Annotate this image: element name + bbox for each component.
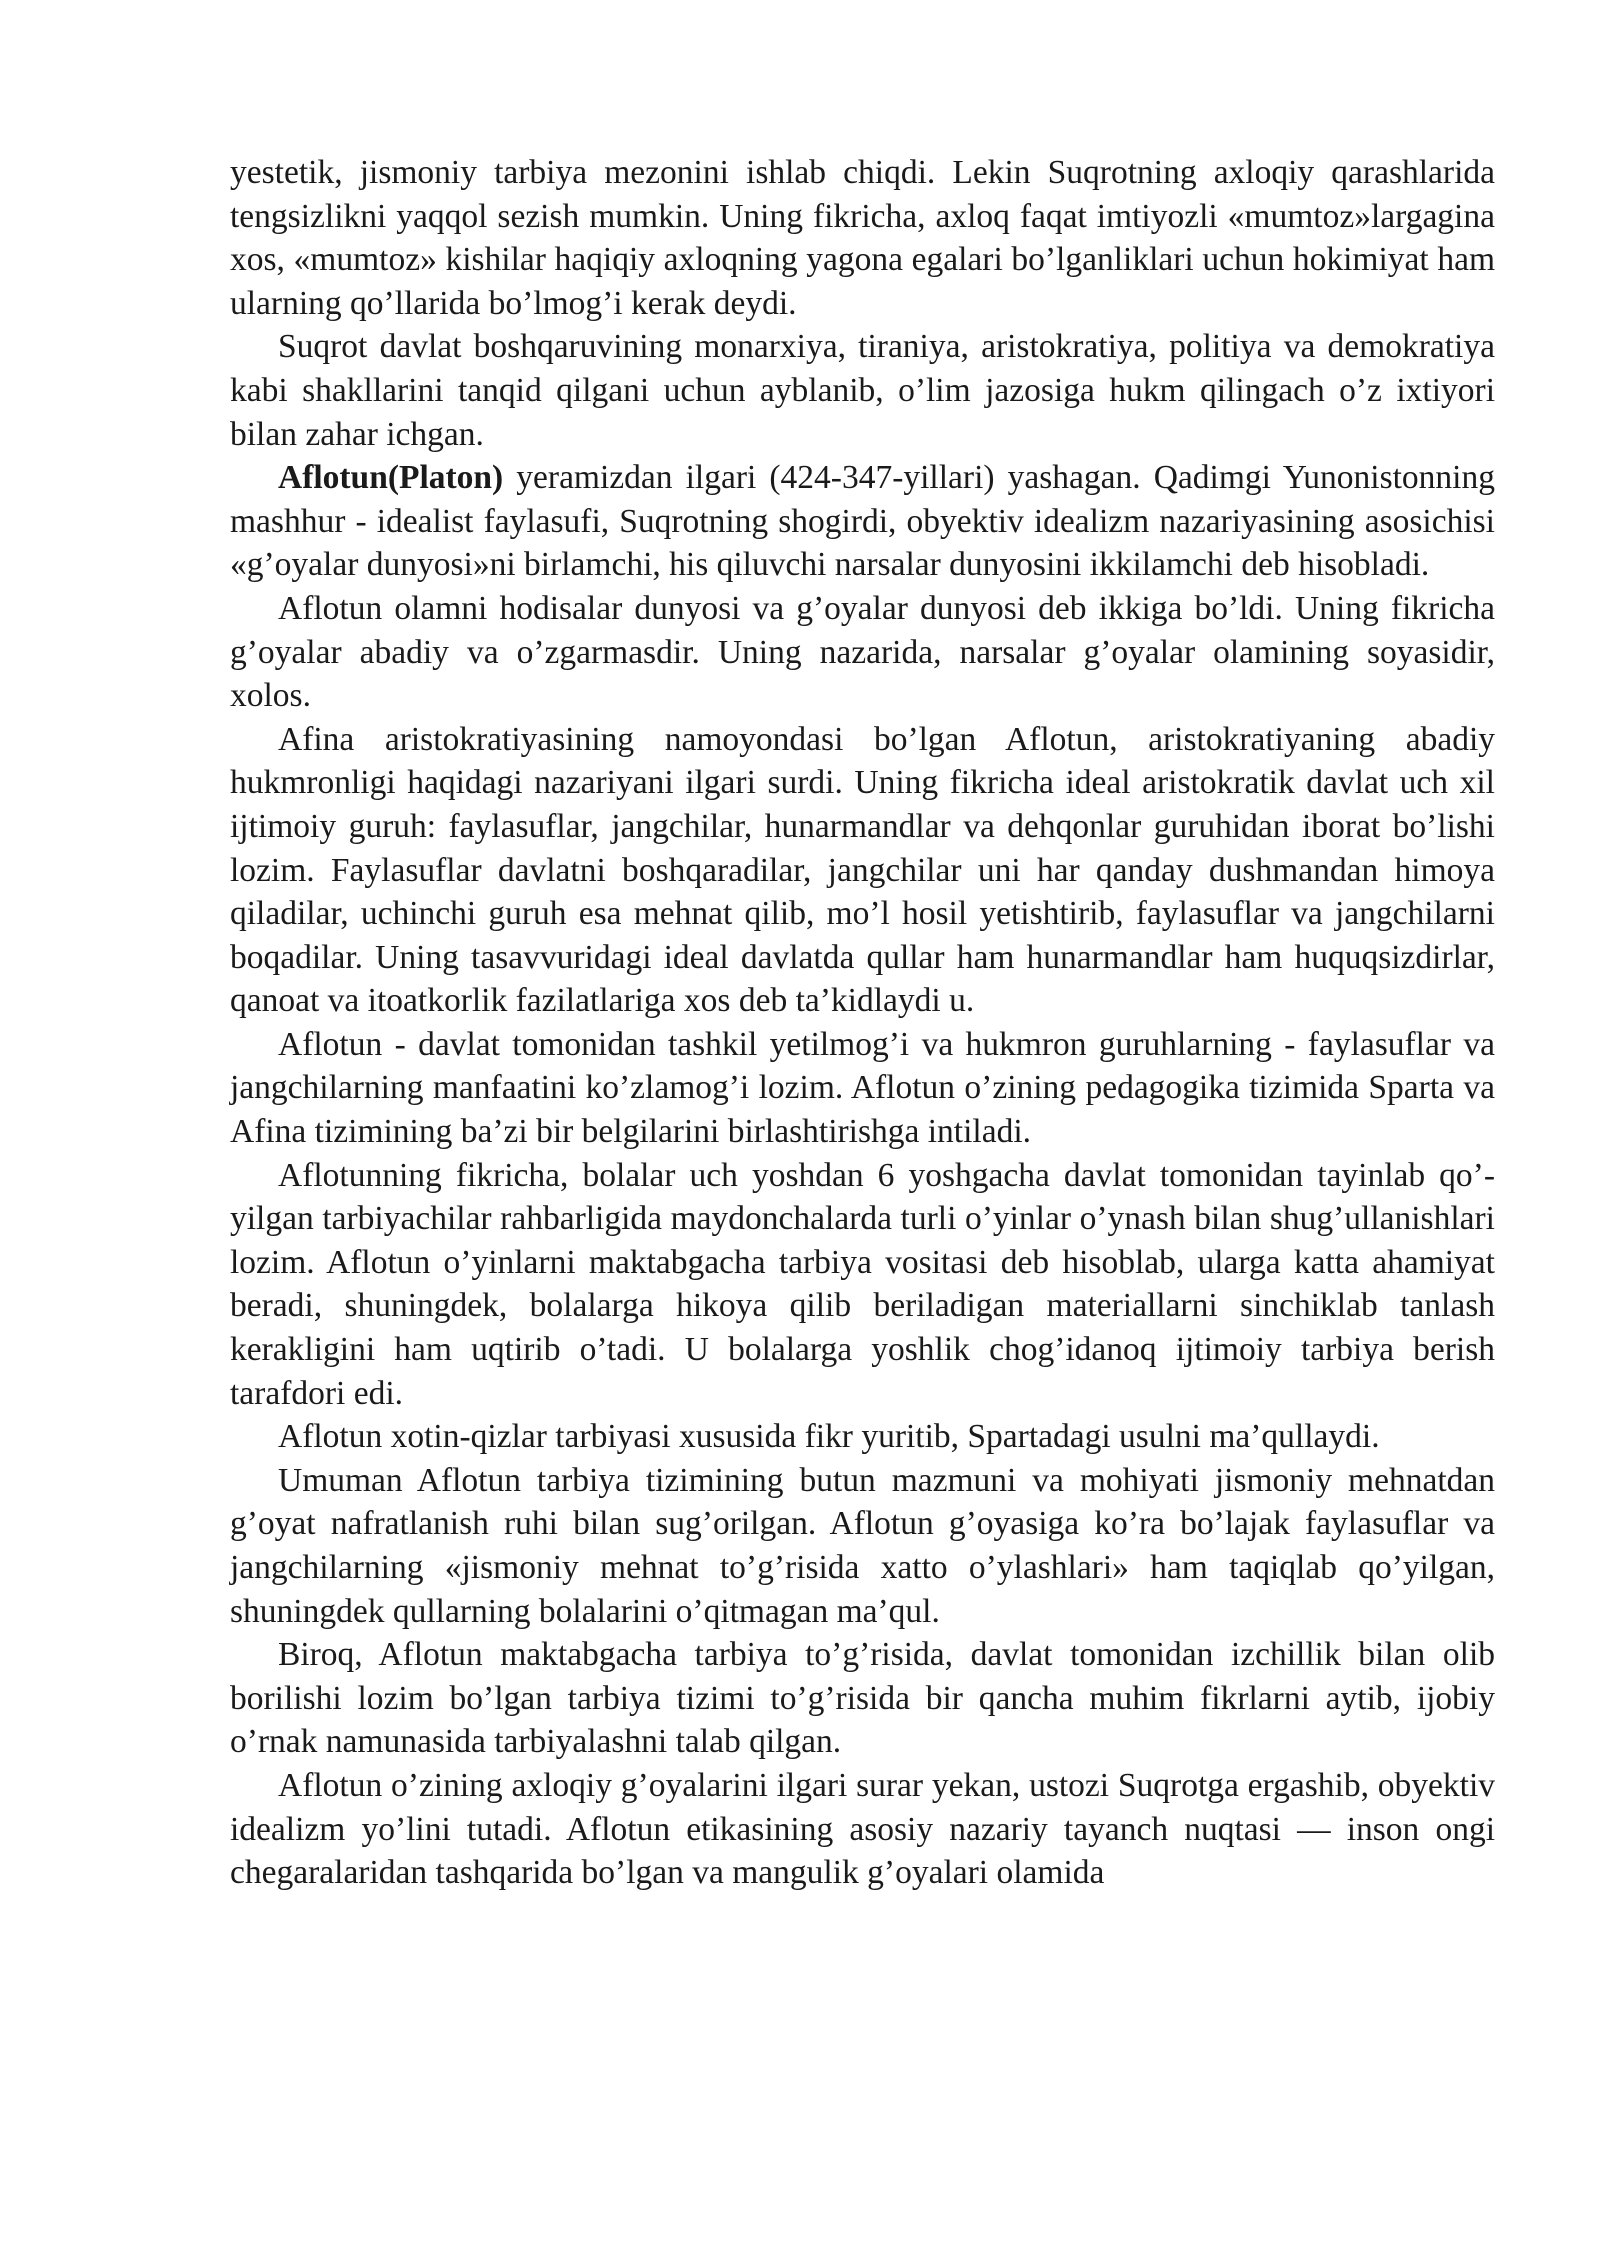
paragraph-5 bbox=[230, 718, 1495, 1023]
paragraph-1 bbox=[230, 151, 1495, 325]
paragraph-3 bbox=[230, 456, 1495, 587]
paragraph-text: yestetik, jismoniy tarbiya mezonini ishlab chiqdi. Lekin Suqrotning axloqiy qarashlarida tengsizlikni yaqqol sezish mumkin. Uning fikricha, axloq faqat imtiyozli «mumtoz»largagina xos, «mumtoz» kishilar haqiqiy axloqning yagona egalari bo’lganliklari uchun hokimiyat ham ularning qo’llarida bo’lmog’i kerak deydi. bbox=[230, 154, 1495, 322]
paragraph-8 bbox=[230, 1415, 1495, 1459]
paragraph-text: Aflotun olamni hodisalar dunyosi va g’oyalar dunyosi deb ikkiga bo’ldi. Uning fikricha g’oyalar abadiy va o’zgarmasdir. Uning nazarida, narsalar g’oyalar olamining soyasidir, xolos. bbox=[230, 589, 1495, 715]
document-page bbox=[230, 151, 1495, 1895]
bold-term: Aflotun(Platon) bbox=[278, 459, 504, 497]
paragraph-9 bbox=[230, 1459, 1495, 1633]
paragraph-11 bbox=[230, 1764, 1495, 1895]
paragraph-text: Suqrot davlat boshqaruvining monarxiya, tiraniya, aristokratiya, politiya va demokratiya kabi shakllarini tanqid qilgani uchun ayblanib, o’lim jazosiga hukm qilingach o’z ixtiyori bilan zahar ichgan. bbox=[230, 328, 1495, 453]
paragraph-7 bbox=[230, 1154, 1495, 1416]
paragraph-text: Aflotunning fikricha, bolalar uch yoshdan 6 yoshgacha davlat tomonidan tayinlab qo’-yilgan tarbiyachilar rahbarligida maydonchalarda turli o’yinlar o’ynash bilan shug’ullanishlari lozim. Aflotun o’yinlarni maktabgacha tarbiya vositasi deb hisoblab, ularga katta ahamiyat beradi, shuningdek, bolalarga hikoya qilib beriladigan materiallarni sinchiklab tanlash kerakligini ham uqtirib o’tadi. U bolalarga yoshlik chog’idanoq ijtimoiy tarbiya berish tarafdori edi. bbox=[230, 1156, 1495, 1412]
paragraph-text: Aflotun o’zining axloqiy g’oyalarini ilgari surar yekan, ustozi Suqrotga ergashib, obyektiv idealizm yo’lini tutadi. Aflotun etikasining asosiy nazariy tayanch nuqtasi — inson ongi chegaralaridan tashqarida bo’lgan va mangulik g’oyalari olamida bbox=[230, 1766, 1495, 1892]
paragraph-4 bbox=[230, 587, 1495, 718]
paragraph-6 bbox=[230, 1023, 1495, 1154]
paragraph-text: Aflotun - davlat tomonidan tashkil yetilmog’i va hukmron guruhlarning - faylasuflar va jangchilarning manfaatini ko’zlamog’i lozim. Aflotun o’zining pedagogika tizimida Sparta va Afina tizimining ba’zi bir belgilarini birlashtirishga intiladi. bbox=[230, 1025, 1495, 1151]
paragraph-text: Umuman Aflotun tarbiya tizimining butun mazmuni va mohiyati jismoniy mehnatdan g’oyat nafratlanish ruhi bilan sug’orilgan. Aflotun g’oyasiga ko’ra bo’lajak faylasuflar va jangchilarning «jismoniy mehnat to’g’risida xatto o’ylashlari» ham taqiqlab qo’yilgan, shuningdek qullarning bolalarini o’qitmagan ma’qul. bbox=[230, 1461, 1495, 1630]
paragraph-text: yeramizdan ilgari (424-347-yillari) yashagan. Qadimgi Yunonistonning mashhur - idealist faylasufi, Suqrotning shogirdi, obyektiv idealizm nazariyasining asosichisi «g’oyalar dunyosi»ni birlamchi, his qiluvchi narsalar dunyosini ikkilamchi deb hisobladi. bbox=[230, 459, 1495, 584]
paragraph-text: Aflotun xotin-qizlar tarbiyasi xususida fikr yuritib, Spartadagi usulni ma’qullaydi. bbox=[278, 1418, 1380, 1456]
paragraph-text: Afina aristokratiyasining namoyondasi bo’lgan Aflotun, aristokratiyaning abadiy hukmronligi haqidagi nazariyani ilgari surdi. Uning fikricha ideal aristokratik davlat uch xil ijtimoiy guruh: faylasuflar, jangchilar, hunarmandlar va dehqonlar guruhidan iborat bo’lishi lozim. Faylasuflar davlatni boshqaradilar, jangchilar uni har qanday dushmandan himoya qiladilar, uchinchi guruh esa mehnat qilib, mo’l hosil yetishtirib, faylasuflar va jangchilarni boqadilar. Uning tasavvuridagi ideal davlatda qullar ham hunarmandlar ham huquqsizdirlar, qanoat va itoatkorlik fazilatlariga xos deb ta’kidlaydi u. bbox=[230, 720, 1495, 1020]
paragraph-text: Biroq, Aflotun maktabgacha tarbiya to’g’risida, davlat tomonidan izchillik bilan olib borilishi lozim bo’lgan tarbiya tizimi to’g’risida bir qancha muhim fikrlarni aytib, ijobiy o’rnak namunasida tarbiyalashni talab qilgan. bbox=[230, 1636, 1495, 1761]
paragraph-10 bbox=[230, 1633, 1495, 1764]
paragraph-2 bbox=[230, 325, 1495, 456]
